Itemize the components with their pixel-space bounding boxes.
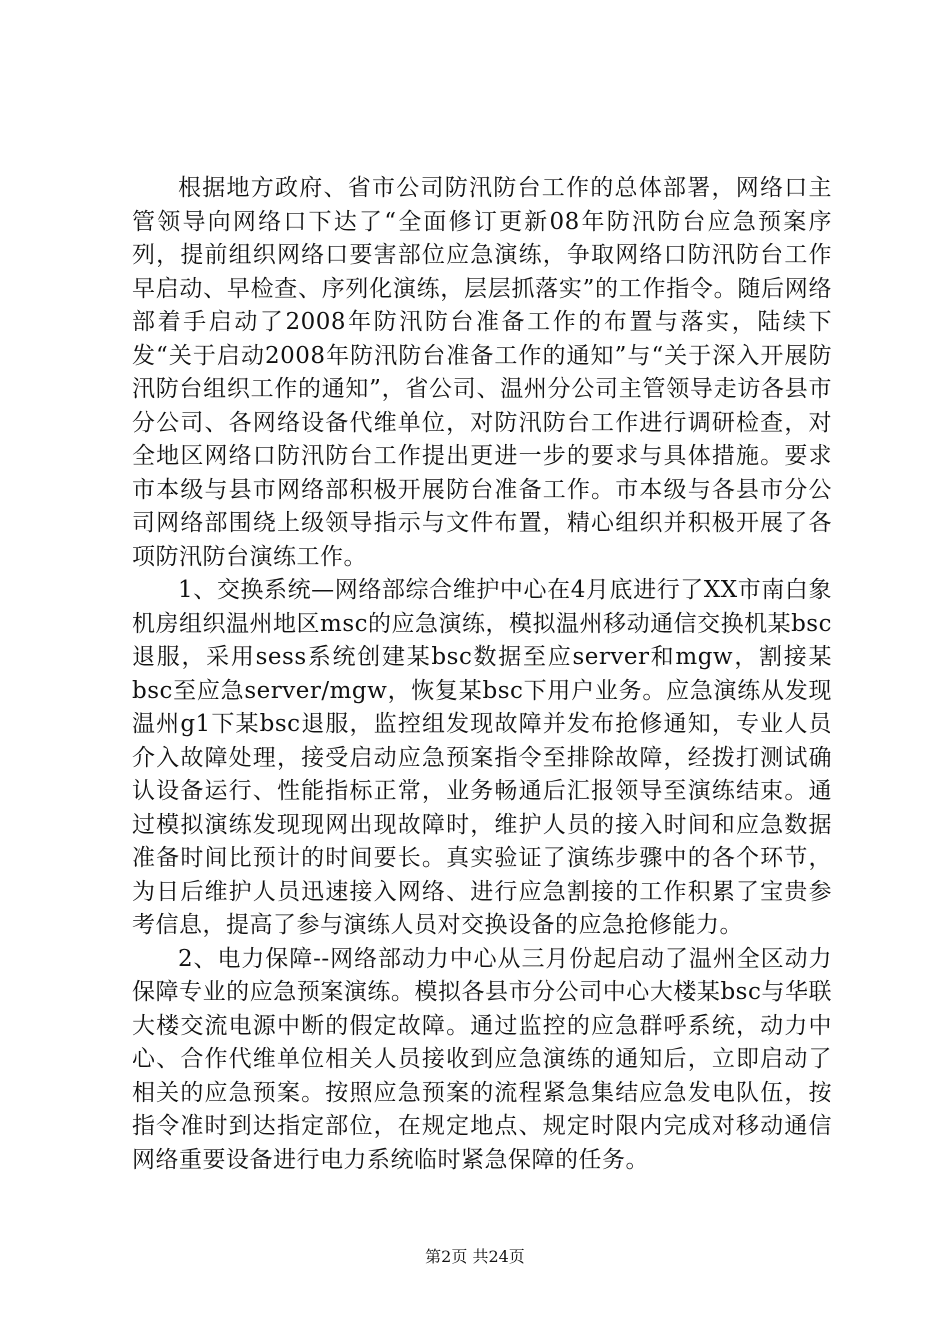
page-number-footer: 第2页 共24页	[425, 1247, 525, 1266]
paragraph-switching-system: 1、交换系统—网络部综合维护中心在4月底进行了XX市南白象机房组织温州地区msc的应急演练，模拟温州移动通信交换机某bsc退服，采用sess系统创建某bsc数据至应server和mgw，割接某bsc至应急server/mgw，恢复某bsc下用户业务。应急演练从发现温州g1下某bsc退服，监控组发现故障并发布抢修通知，专业人员介入故障处理，接受启动应急预案指令至排除故障，经拨打测试确认设备运行、性能指标正常，业务畅通后汇报领导至演练结束。通过模拟演练发现现网出现故障时，维护人员的接入时间和应急数据准备时间比预计的时间要长。真实验证了演练步骤中的各个环节，为日后维护人员迅速接入网络、进行应急割接的工作积累了宝贵参考信息，提高了参与演练人员对交换设备的应急抢修能力。	[132, 577, 832, 938]
paragraph-power-supply: 2、电力保障--网络部动力中心从三月份起启动了温州全区动力保障专业的应急预案演练。模拟各县市分公司中心大楼某bsc与华联大楼交流电源中断的假定故障。通过监控的应急群呼系统，动力中心、合作代维单位相关人员接收到应急演练的通知后，立即启动了相关的应急预案。按照应急预案的流程紧急集结应急发电队伍，按指令准时到达指定部位，在规定地点、规定时限内完成对移动通信网络重要设备进行电力系统临时紧急保障的任务。	[132, 945, 832, 1173]
paragraph-intro: 根据地方政府、省市公司防汛防台工作的总体部署，网络口主管领导向网络口下达了“全面修订更新08年防汛防台应急预案序列，提前组织网络口要害部位应急演练，争取网络口防汛防台工作早启动、早检查、序列化演练，层层抓落实”的工作指令。随后网络部着手启动了2008年防汛防台准备工作的布置与落实，陆续下发“关于启动2008年防汛防台准备工作的通知”与“关于深入开展防汛防台组织工作的通知”，省公司、温州分公司主管领导走访各县市分公司、各网络设备代维单位，对防汛防台工作进行调研检查，对全地区网络口防汛防台工作提出更进一步的要求与具体措施。要求市本级与县市网络部积极开展防台准备工作。市本级与各县市分公司网络部围绕上级领导指示与文件布置，精心组织并积极开展了各项防汛防台演练工作。	[132, 175, 832, 570]
document-body	[132, 172, 832, 1177]
